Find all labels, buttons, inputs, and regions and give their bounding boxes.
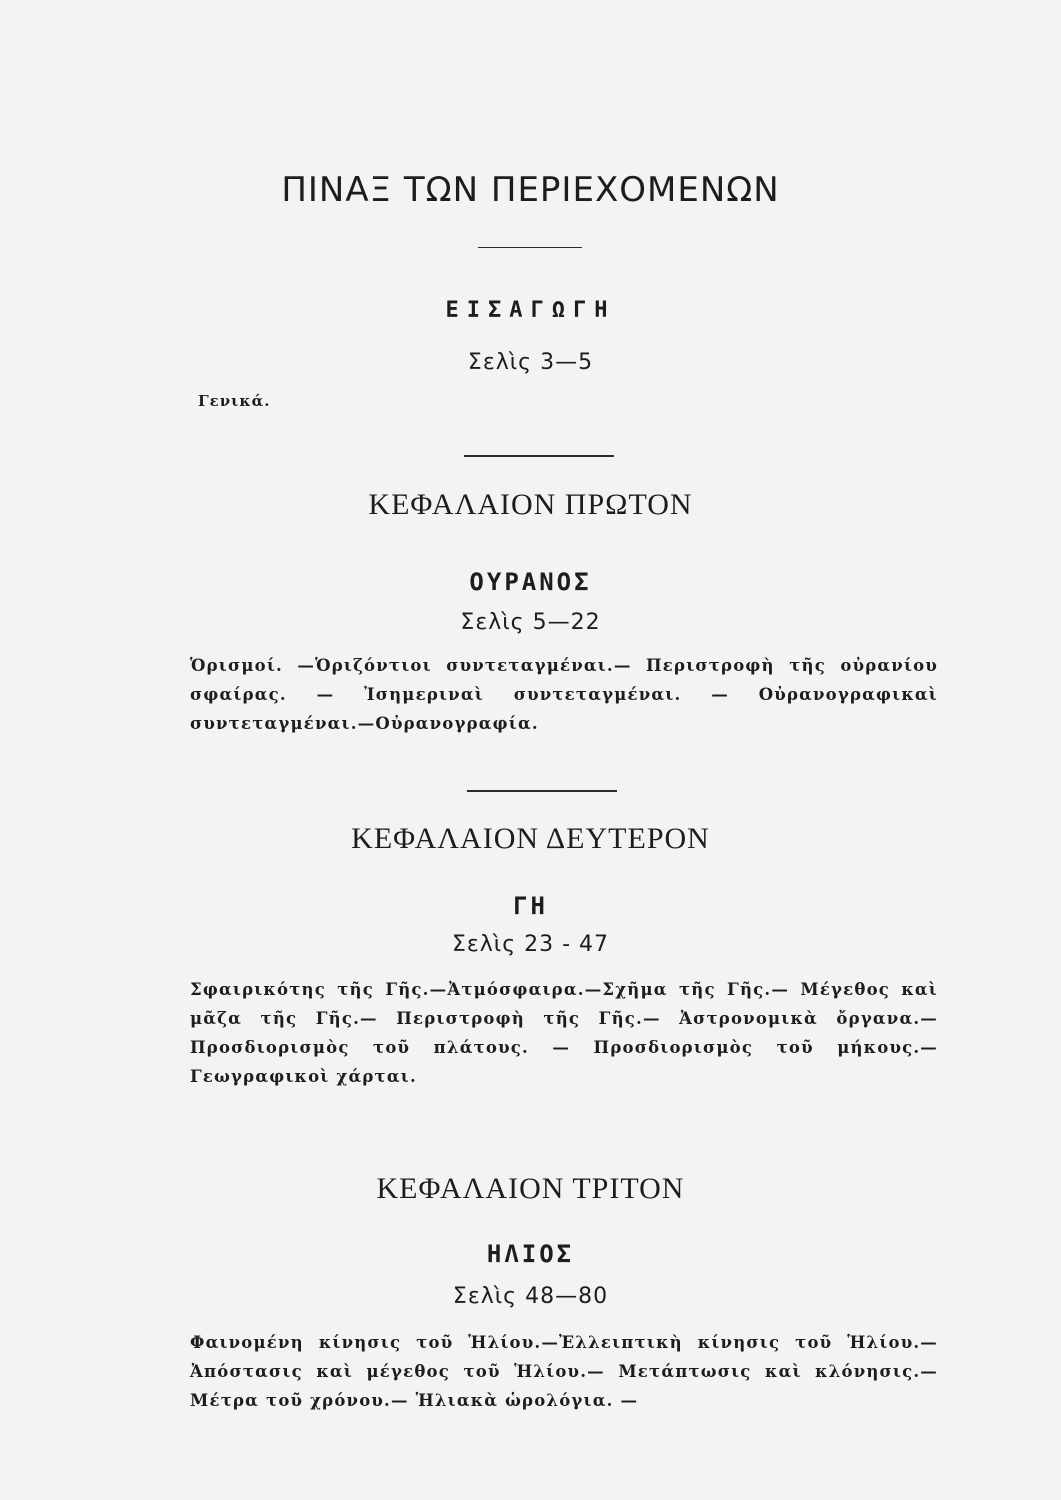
intro-divider [464, 455, 614, 457]
chapter-2-pages: Σελὶς 23 - 47 [451, 932, 610, 957]
chapter-3-subject: ΗΛΙΟΣ [486, 1240, 575, 1268]
chapter-1-subject: ΟΥΡΑΝΟΣ [469, 568, 592, 596]
chapter-2-subject: ΓΗ [513, 892, 548, 920]
chapter-2-title: ΚΕΦΑΛΑΙΟΝ ΔΕΥΤΕΡΟΝ [351, 822, 710, 855]
chapter-1-title: ΚΕΦΑΛΑΙΟΝ ΠΡΩΤΟΝ [368, 488, 693, 521]
chapter-1-divider [467, 790, 617, 792]
intro-heading: ΕΙΣΑΓΩΓΗ [445, 298, 616, 323]
chapter-1-pages: Σελὶς 5—22 [460, 610, 601, 635]
chapter-2-contents: Σφαιρικότης τῆς Γῆς.—Ἀτμόσφαιρα.—Σχῆμα τῆς Γῆς.— Μέγεθος καὶ μᾶζα τῆς Γῆς.— Περιστροφὴ τῆς Γῆς.— Ἀστρονομικὰ ὄργανα.—Προσδιορισμὸς τοῦ πλάτους. — Προσδιορισμὸς τοῦ μήκους.—Γεωγραφικοὶ χάρται. [190, 980, 938, 1086]
chapter-3-pages: Σελὶς 48—80 [452, 1284, 609, 1309]
chapter-3-title: ΚΕΦΑΛΑΙΟΝ ΤΡΙΤΟΝ [376, 1172, 685, 1205]
chapter-1-contents: Ὁρισμοί. —Ὁριζόντιοι συντεταγμέναι.— Περιστροφὴ τῆς οὐρανίου σφαίρας. — Ἰσημεριναὶ συντεταγμέναι. — Οὐρανογραφικαὶ συντεταγμέναι.—Οὐρανογραφία. [190, 656, 938, 733]
chapter-3-contents: Φαινομένη κίνησις τοῦ Ἡλίου.—Ἐλλειπτικὴ κίνησις τοῦ Ἡλίου.— Ἀπόστασις καὶ μέγεθος τοῦ Ἡλίου.— Μετάπτωσις καὶ κλόνησις.— Μέτρα τοῦ χρόνου.— Ἡλιακὰ ὡρολόγια. — [190, 1333, 938, 1410]
intro-pages: Σελὶς 3—5 [467, 350, 594, 375]
page-title: ΠΙΝΑΞ ΤΩΝ ΠΕΡΙΕΧΟΜΕΝΩΝ [281, 170, 780, 210]
title-divider [478, 247, 582, 248]
intro-side-label: Γενικά. [198, 392, 271, 410]
